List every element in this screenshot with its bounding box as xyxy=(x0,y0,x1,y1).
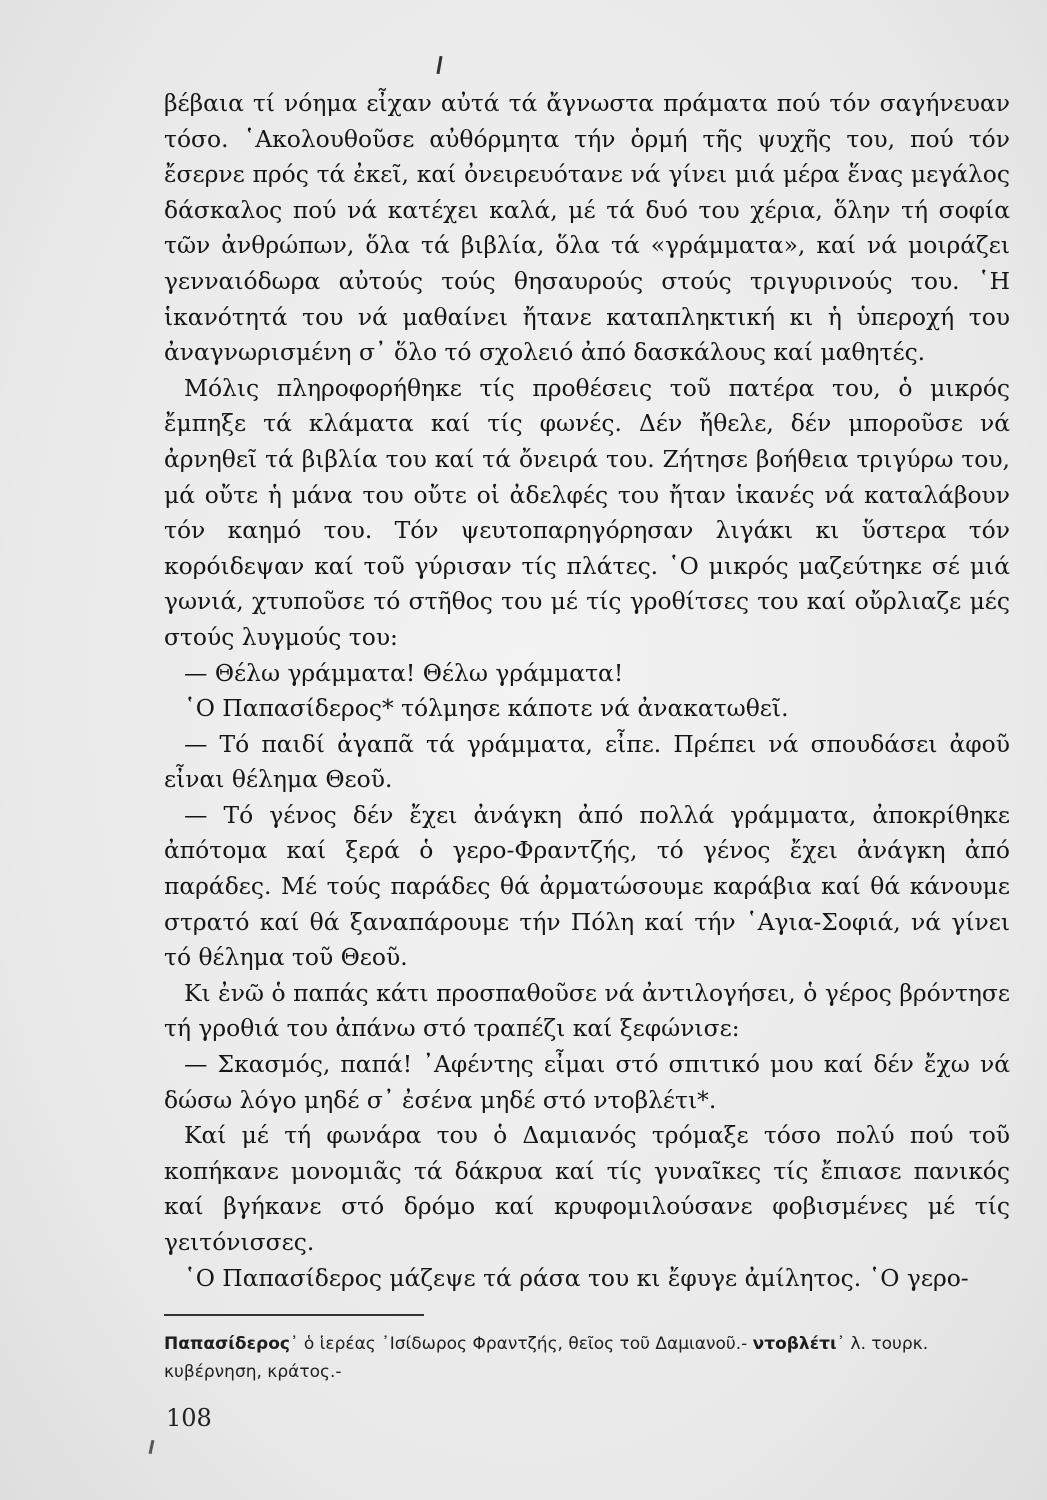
paragraph-4: Κι ἐνῶ ὁ παπάς κάτι προσπαθοῦσε νά ἀντιλογήσει, ὁ γέρος βρόντησε τή γροθιά του ἀπάνω στό τραπέζι καί ξεφώνισε: xyxy=(164,978,1010,1043)
paragraph-2: Μόλις πληροφορήθηκε τίς προθέσεις τοῦ πατέρα του, ὁ μικρός ἔμπηξε τά κλάματα καί τίς φωνές. Δέν ἤθελε, δέν μποροῦσε νά ἀρνηθεῖ τά βιβλία του καί τά ὄνειρά του. Ζήτησε βοήθεια τριγύρω του, μά οὔτε ἡ μάνα του οὔτε οἱ ἀδελφές του ἤταν ἱκανές νά καταλάβουν τόν καημό του. Τόν ψευτοπαρηγόρησαν λιγάκι κι ὕστερα τόν κορόιδεψαν καί τοῦ γύρισαν τίς πλάτες. ῾Ο μικρός μαζεύτηκε σέ μιά γωνιά, χτυποῦσε τό στῆθος του μέ τίς γροθίτσες του καί οὔρλιαζε μές στούς λυγμούς του: xyxy=(164,373,1010,651)
footnote-sep-2: ᾿ xyxy=(836,1334,851,1354)
footnote-def-1: ὁ ἱερέας ᾿Ισίδωρος Φραντζής, θεῖος τοῦ Δαμιανοῦ.- xyxy=(303,1334,748,1354)
paragraph-5: Καί μέ τή φωνάρα του ὁ Δαμιανός τρόμαξε τόσο πολύ πού τοῦ κοπήκανε μονομιᾶς τά δάκρυα καί τίς γυναῖκες τίς ἔπιασε πανικός καί βγήκανε στό δρόμο καί κρυφομιλούσανε φοβισμένες μέ τίς γειτόνισσες. xyxy=(164,1121,1010,1256)
dialogue-1: — Θέλω γράμματα! Θέλω γράμματα! xyxy=(184,658,624,687)
page-number: 108 xyxy=(166,1404,212,1432)
footnote-sep-1: ᾿ xyxy=(289,1334,304,1354)
dialogue-4: — Σκασμός, παπά! ᾿Αφέντης εἶμαι στό σπιτικό μου καί δέν ἔχω νά δώσω λόγο μηδέ σ᾿ ἐσένα μηδέ στό ντοβλέτι*. xyxy=(164,1050,1010,1114)
paragraph-1: βέβαια τί νόημα εἶχαν αὐτά τά ἄγνωστα πράματα πού τόν σαγήνευαν τόσο. ῾Ακολουθοῦσε αὐθόρμητα τήν ὁρμή τῆς ψυχῆς του, πού τόν ἔσερνε πρός τά ἐκεῖ, καί ὀνειρευότανε νά γίνει μιά μέρα ἕνας μεγάλος δάσκαλος πού νά κατέχει καλά, μέ τά δυό του χέρια, ὅλην τή σοφία τῶν ἀνθρώπων, ὅλα τά βιβλία, ὅλα τά «γράμματα», καί νά μοιράζει γενναιόδωρα αὐτούς τούς θησαυρούς στούς τριγυρινούς του. ῾Η ἱκανότητά του νά μαθαίνει ἤτανε καταπληκτική κι ἡ ὑπεροχή του ἀναγνωρισμένη σ᾿ ὅλο τό σχολειό ἀπό δασκάλους καί μαθητές. xyxy=(164,89,1010,367)
footnote-rule xyxy=(164,1314,424,1316)
ink-mark xyxy=(436,56,442,74)
paragraph-6: ῾Ο Παπασίδερος μάζεψε τά ράσα του κι ἔφυγε ἀμίλητος. ῾Ο γερο- xyxy=(184,1263,969,1292)
footnote-def-2: λ. τουρκ. κυβέρνηση, κράτος.- xyxy=(164,1334,929,1382)
paragraph-3: ῾Ο Παπασίδερος* τόλμησε κάποτε νά ἀνακατωθεῖ. xyxy=(184,694,789,723)
footnote-term-2: ντοβλέτι xyxy=(752,1334,837,1354)
footnote-term-1: Παπασίδερος xyxy=(164,1334,290,1354)
body-text xyxy=(164,86,1010,1296)
ink-mark-bottom xyxy=(149,1440,155,1454)
dialogue-2: — Τό παιδί ἀγαπᾶ τά γράμματα, εἶπε. Πρέπει νά σπουδάσει ἀφοῦ εἶναι θέλημα Θεοῦ. xyxy=(164,729,1010,794)
dialogue-3: — Τό γένος δέν ἔχει ἀνάγκη ἀπό πολλά γράμματα, ἀποκρίθηκε ἀπότομα καί ξερά ὁ γερο-Φραντζής, τό γένος ἔχει ἀνάγκη ἀπό παράδες. Μέ τούς παράδες θά ἀρματώσουμε καράβια καί θά κάνουμε στρατό καί θά ξαναπάρουμε τήν Πόλη καί τήν ῾Αγια-Σοφιά, νά γίνει τό θέλημα τοῦ Θεοῦ. xyxy=(164,800,1010,972)
footnotes xyxy=(164,1330,1024,1386)
